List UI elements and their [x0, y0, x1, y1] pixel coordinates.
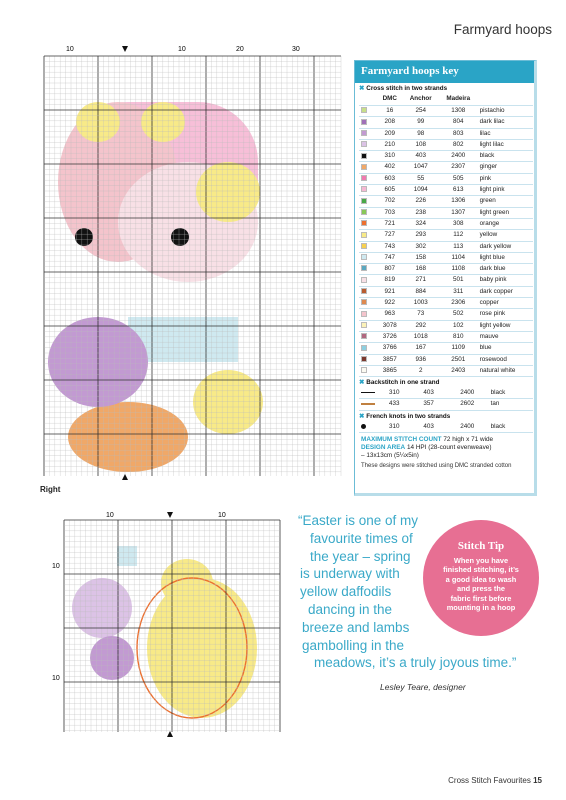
- anchor-cell: 167: [403, 343, 439, 354]
- flower-shape: [141, 102, 185, 142]
- thread-swatch-icon: [361, 254, 367, 260]
- anchor-cell: 73: [403, 309, 439, 320]
- french-knot-heading-text: French knots in two strands: [366, 412, 451, 420]
- quote-line: dancing in the: [308, 601, 393, 617]
- anchor-column: Anchor: [403, 94, 439, 106]
- key-row: [359, 365, 533, 376]
- tip-line: finished stitching, it’s: [443, 565, 519, 575]
- name-cell: black: [489, 422, 533, 433]
- cross-stitch-heading: [355, 83, 534, 94]
- name-cell: yellow: [478, 230, 533, 241]
- madeira-cell: 1109: [439, 343, 478, 354]
- stitch-tip-circle: [423, 520, 539, 636]
- tip-line: fabric first before: [450, 593, 512, 603]
- anchor-cell: 403: [403, 151, 439, 162]
- anchor-cell: 108: [403, 139, 439, 150]
- anchor-cell: 884: [403, 286, 439, 297]
- backstitch-table: [359, 388, 533, 411]
- backstitch-heading: [355, 377, 534, 388]
- dmc-cell: 605: [377, 185, 403, 196]
- backstitch-heading-text: Backstitch in one strand: [366, 379, 440, 387]
- symbol-cell: [359, 252, 377, 263]
- symbol-cell: [359, 286, 377, 297]
- name-cell: dark lilac: [478, 117, 533, 128]
- key-row: [359, 252, 533, 263]
- dmc-cell: 208: [377, 117, 403, 128]
- name-cell: rosewood: [478, 354, 533, 365]
- symbol-cell: [359, 422, 377, 433]
- chart-grid: [64, 520, 280, 732]
- cross-icon: ✖: [359, 379, 365, 387]
- cross-heading-text: Cross stitch in two strands: [366, 85, 448, 92]
- name-cell: rose pink: [478, 309, 533, 320]
- thread-swatch-icon: [361, 209, 367, 215]
- thread-swatch-icon: [361, 299, 367, 305]
- dmc-cell: 310: [377, 388, 411, 399]
- symbol-cell: [359, 139, 377, 150]
- madeira-cell: 501: [439, 275, 478, 286]
- name-cell: black: [489, 388, 533, 399]
- symbol-cell: [359, 196, 377, 207]
- name-cell: pink: [478, 173, 533, 184]
- madeira-cell: 802: [439, 139, 478, 150]
- symbol-cell: [359, 309, 377, 320]
- symbol-column: [359, 94, 377, 106]
- quote-line: breeze and lambs: [302, 619, 410, 635]
- pig-artwork: [48, 102, 263, 472]
- anchor-cell: 158: [403, 252, 439, 263]
- quote-line: gambolling in the: [302, 637, 405, 653]
- symbol-cell: [359, 399, 377, 410]
- symbol-cell: [359, 128, 377, 139]
- quote-line: is underway with: [300, 566, 400, 582]
- key-row: [359, 286, 533, 297]
- thread-swatch-icon: [361, 345, 367, 351]
- anchor-cell: 168: [403, 264, 439, 275]
- design-area-value-2: – 13x13cm (5¼x5in): [361, 452, 419, 460]
- anchor-cell: 357: [411, 399, 445, 410]
- symbol-cell: [359, 207, 377, 218]
- key-row: [359, 207, 533, 218]
- key-panel: [354, 60, 537, 496]
- thread-swatch-icon: [361, 311, 367, 317]
- thread-swatch-icon: [361, 164, 367, 170]
- dmc-cell: 721: [377, 218, 403, 229]
- dmc-cell: 16: [377, 106, 403, 117]
- dmc-cell: 603: [377, 173, 403, 184]
- madeira-cell: 2400: [446, 388, 489, 399]
- madeira-cell: 2307: [439, 162, 478, 173]
- dmc-cell: 807: [377, 264, 403, 275]
- key-row: [359, 106, 533, 117]
- anchor-cell: 403: [411, 422, 445, 433]
- anchor-cell: 98: [403, 128, 439, 139]
- thread-swatch-icon: [361, 333, 367, 339]
- symbol-cell: [359, 173, 377, 184]
- chick-head-shape: [161, 559, 213, 607]
- chart-label-right: Right: [40, 485, 61, 494]
- thread-swatch-icon: [361, 141, 367, 147]
- key-row: [359, 422, 533, 433]
- chick-artwork: [72, 546, 257, 718]
- key-row: [359, 275, 533, 286]
- anchor-cell: 2: [403, 365, 439, 376]
- flower-shape: [72, 578, 132, 638]
- key-row: [359, 309, 533, 320]
- max-stitch-value: 72 high x 71 wide: [443, 436, 494, 444]
- dmc-cell: 3865: [377, 365, 403, 376]
- name-cell: black: [478, 151, 533, 162]
- madeira-cell: 1104: [439, 252, 478, 263]
- thread-swatch-icon: [361, 367, 367, 373]
- anchor-cell: 292: [403, 320, 439, 331]
- name-cell: natural white: [478, 365, 533, 376]
- madeira-cell: 311: [439, 286, 478, 297]
- symbol-cell: [359, 343, 377, 354]
- dmc-cell: 702: [377, 196, 403, 207]
- key-header-row: [359, 94, 533, 106]
- madeira-cell: 803: [439, 128, 478, 139]
- key-note: These designs were stitched using DMC stranded cotton: [361, 463, 512, 470]
- madeira-cell: 2403: [439, 365, 478, 376]
- key-row: [359, 298, 533, 309]
- anchor-cell: 55: [403, 173, 439, 184]
- key-row: [359, 331, 533, 342]
- tip-line: a good idea to wash: [445, 574, 517, 584]
- madeira-column: Madeira: [439, 94, 478, 106]
- anchor-cell: 238: [403, 207, 439, 218]
- madeira-cell: 1308: [439, 106, 478, 117]
- dmc-cell: 310: [377, 151, 403, 162]
- symbol-cell: [359, 106, 377, 117]
- name-cell: tan: [489, 399, 533, 410]
- key-row: [359, 128, 533, 139]
- name-cell: light pink: [478, 185, 533, 196]
- name-cell: light green: [478, 207, 533, 218]
- name-cell: copper: [478, 298, 533, 309]
- quote-attribution: Lesley Teare, designer: [380, 682, 466, 692]
- madeira-cell: 502: [439, 309, 478, 320]
- key-row: [359, 264, 533, 275]
- key-row: [359, 139, 533, 150]
- thread-swatch-icon: [361, 198, 367, 204]
- name-cell: dark copper: [478, 286, 533, 297]
- madeira-cell: 1306: [439, 196, 478, 207]
- anchor-cell: 324: [403, 218, 439, 229]
- madeira-cell: 2400: [439, 151, 478, 162]
- tip-line: mounting in a hoop: [446, 603, 516, 613]
- cross-stitch-chart-chick: [52, 508, 284, 738]
- anchor-cell: 226: [403, 196, 439, 207]
- dmc-cell: 310: [377, 422, 411, 433]
- madeira-cell: 1108: [439, 264, 478, 275]
- anchor-cell: 1003: [403, 298, 439, 309]
- thread-swatch-icon: [361, 220, 367, 226]
- name-column: [478, 94, 533, 106]
- thread-swatch-icon: [361, 153, 367, 159]
- dmc-cell: 819: [377, 275, 403, 286]
- madeira-cell: 2602: [446, 399, 489, 410]
- dmc-cell: 747: [377, 252, 403, 263]
- key-row: [359, 185, 533, 196]
- ruler-label: 20: [236, 46, 244, 53]
- name-cell: dark blue: [478, 264, 533, 275]
- key-row: [359, 162, 533, 173]
- symbol-cell: [359, 162, 377, 173]
- dmc-cell: 210: [377, 139, 403, 150]
- key-row: [359, 173, 533, 184]
- dmc-cell: 743: [377, 241, 403, 252]
- quote-line: yellow daffodils: [300, 584, 392, 600]
- madeira-cell: 113: [439, 241, 478, 252]
- quote-line: favourite times of: [310, 530, 413, 546]
- design-area: [355, 444, 534, 460]
- center-arrow-icon: [122, 46, 128, 52]
- thread-swatch-icon: [361, 265, 367, 271]
- french-knot-heading: [355, 411, 534, 422]
- name-cell: ginger: [478, 162, 533, 173]
- symbol-cell: [359, 241, 377, 252]
- dmc-column: DMC: [377, 94, 403, 106]
- key-row: [359, 230, 533, 241]
- madeira-cell: 810: [439, 331, 478, 342]
- key-row: [359, 117, 533, 128]
- symbol-cell: [359, 264, 377, 275]
- thread-swatch-icon: [361, 119, 367, 125]
- footer-page-number: 15: [533, 776, 542, 785]
- french-knot-dot-icon: [361, 424, 366, 429]
- max-stitch-label: MAXIMUM STITCH COUNT: [361, 436, 442, 444]
- key-row: [359, 388, 533, 399]
- thread-swatch-icon: [361, 243, 367, 249]
- quote-line: “Easter is one of my: [298, 513, 419, 528]
- symbol-cell: [359, 320, 377, 331]
- dmc-cell: 433: [377, 399, 411, 410]
- anchor-cell: 1018: [403, 331, 439, 342]
- flower-shape: [90, 636, 134, 680]
- name-cell: mauve: [478, 331, 533, 342]
- symbol-cell: [359, 275, 377, 286]
- thread-swatch-icon: [361, 175, 367, 181]
- max-stitch-count: [355, 433, 534, 444]
- key-row: [359, 196, 533, 207]
- dmc-cell: 921: [377, 286, 403, 297]
- cross-icon: ✖: [359, 412, 365, 420]
- thread-swatch-icon: [361, 277, 367, 283]
- madeira-cell: 505: [439, 173, 478, 184]
- design-area-value: 14 HPI (28-count evenweave): [406, 444, 492, 452]
- symbol-cell: [359, 388, 377, 399]
- madeira-cell: 804: [439, 117, 478, 128]
- name-cell: pistachio: [478, 106, 533, 117]
- dmc-cell: 703: [377, 207, 403, 218]
- tip-line: When you have: [453, 556, 509, 565]
- madeira-cell: 308: [439, 218, 478, 229]
- backstitch-line-icon: [361, 403, 375, 405]
- anchor-cell: 1094: [403, 185, 439, 196]
- dmc-cell: 209: [377, 128, 403, 139]
- name-cell: light lilac: [478, 139, 533, 150]
- key-row: [359, 354, 533, 365]
- anchor-cell: 1047: [403, 162, 439, 173]
- key-row: [359, 241, 533, 252]
- name-cell: orange: [478, 218, 533, 229]
- key-row: [359, 343, 533, 354]
- symbol-cell: [359, 298, 377, 309]
- dmc-cell: 3857: [377, 354, 403, 365]
- ruler-label: 10: [52, 675, 60, 682]
- butterfly-shape: [117, 546, 137, 566]
- symbol-cell: [359, 185, 377, 196]
- key-row: [359, 218, 533, 229]
- cross-stitch-chart-pig: [38, 42, 344, 482]
- dmc-cell: 727: [377, 230, 403, 241]
- thread-swatch-icon: [361, 322, 367, 328]
- anchor-cell: 293: [403, 230, 439, 241]
- madeira-cell: 2400: [446, 422, 489, 433]
- center-arrow-icon: [167, 512, 173, 518]
- quote-line: meadows, it’s a truly joyous time.”: [314, 655, 517, 671]
- anchor-cell: 271: [403, 275, 439, 286]
- anchor-cell: 302: [403, 241, 439, 252]
- symbol-cell: [359, 365, 377, 376]
- symbol-cell: [359, 117, 377, 128]
- design-area-label: DESIGN AREA: [361, 444, 406, 452]
- symbol-cell: [359, 151, 377, 162]
- name-cell: light blue: [478, 252, 533, 263]
- name-cell: baby pink: [478, 275, 533, 286]
- page-header-title: Farmyard hoops: [453, 22, 552, 37]
- name-cell: lilac: [478, 128, 533, 139]
- stitch-tip-title: Stitch Tip: [457, 540, 505, 552]
- ruler-label: 10: [218, 512, 226, 519]
- stitch-tip-text: [423, 556, 539, 612]
- madeira-cell: 2306: [439, 298, 478, 309]
- name-cell: green: [478, 196, 533, 207]
- pig-eye-left: [75, 228, 93, 246]
- madeira-cell: 2501: [439, 354, 478, 365]
- madeira-cell: 112: [439, 230, 478, 241]
- thread-swatch-icon: [361, 107, 367, 113]
- key-title: Farmyard hoops key: [355, 61, 534, 83]
- dmc-cell: 3078: [377, 320, 403, 331]
- thread-swatch-icon: [361, 232, 367, 238]
- name-cell: dark yellow: [478, 241, 533, 252]
- cross-stitch-table: [359, 94, 533, 377]
- cross-icon: ✖: [359, 85, 365, 92]
- madeira-cell: 1307: [439, 207, 478, 218]
- thread-swatch-icon: [361, 356, 367, 362]
- ruler-label: 10: [66, 46, 74, 53]
- symbol-cell: [359, 230, 377, 241]
- name-cell: blue: [478, 343, 533, 354]
- dmc-cell: 3726: [377, 331, 403, 342]
- ruler-label: 30: [292, 46, 300, 53]
- anchor-cell: 936: [403, 354, 439, 365]
- key-row: [359, 399, 533, 410]
- madeira-cell: 613: [439, 185, 478, 196]
- symbol-cell: [359, 331, 377, 342]
- ruler-label: 10: [178, 46, 186, 53]
- key-row: [359, 151, 533, 162]
- dmc-cell: 963: [377, 309, 403, 320]
- key-row: [359, 320, 533, 331]
- name-cell: light yellow: [478, 320, 533, 331]
- page-footer: [448, 776, 542, 785]
- ruler-label: 10: [52, 563, 60, 570]
- dmc-cell: 922: [377, 298, 403, 309]
- footer-magazine: Cross Stitch Favourites: [448, 776, 531, 785]
- dmc-cell: 3766: [377, 343, 403, 354]
- anchor-cell: 99: [403, 117, 439, 128]
- anchor-cell: 254: [403, 106, 439, 117]
- ruler-label: 10: [106, 512, 114, 519]
- dmc-cell: 402: [377, 162, 403, 173]
- thread-swatch-icon: [361, 186, 367, 192]
- center-arrow-icon: [122, 474, 128, 480]
- thread-swatch-icon: [361, 288, 367, 294]
- french-knot-table: [359, 422, 533, 433]
- madeira-cell: 102: [439, 320, 478, 331]
- thread-swatch-icon: [361, 130, 367, 136]
- backstitch-line-icon: [361, 392, 375, 394]
- symbol-cell: [359, 218, 377, 229]
- quote-line: the year – spring: [310, 548, 411, 564]
- symbol-cell: [359, 354, 377, 365]
- anchor-cell: 403: [411, 388, 445, 399]
- tip-line: and press the: [456, 584, 506, 594]
